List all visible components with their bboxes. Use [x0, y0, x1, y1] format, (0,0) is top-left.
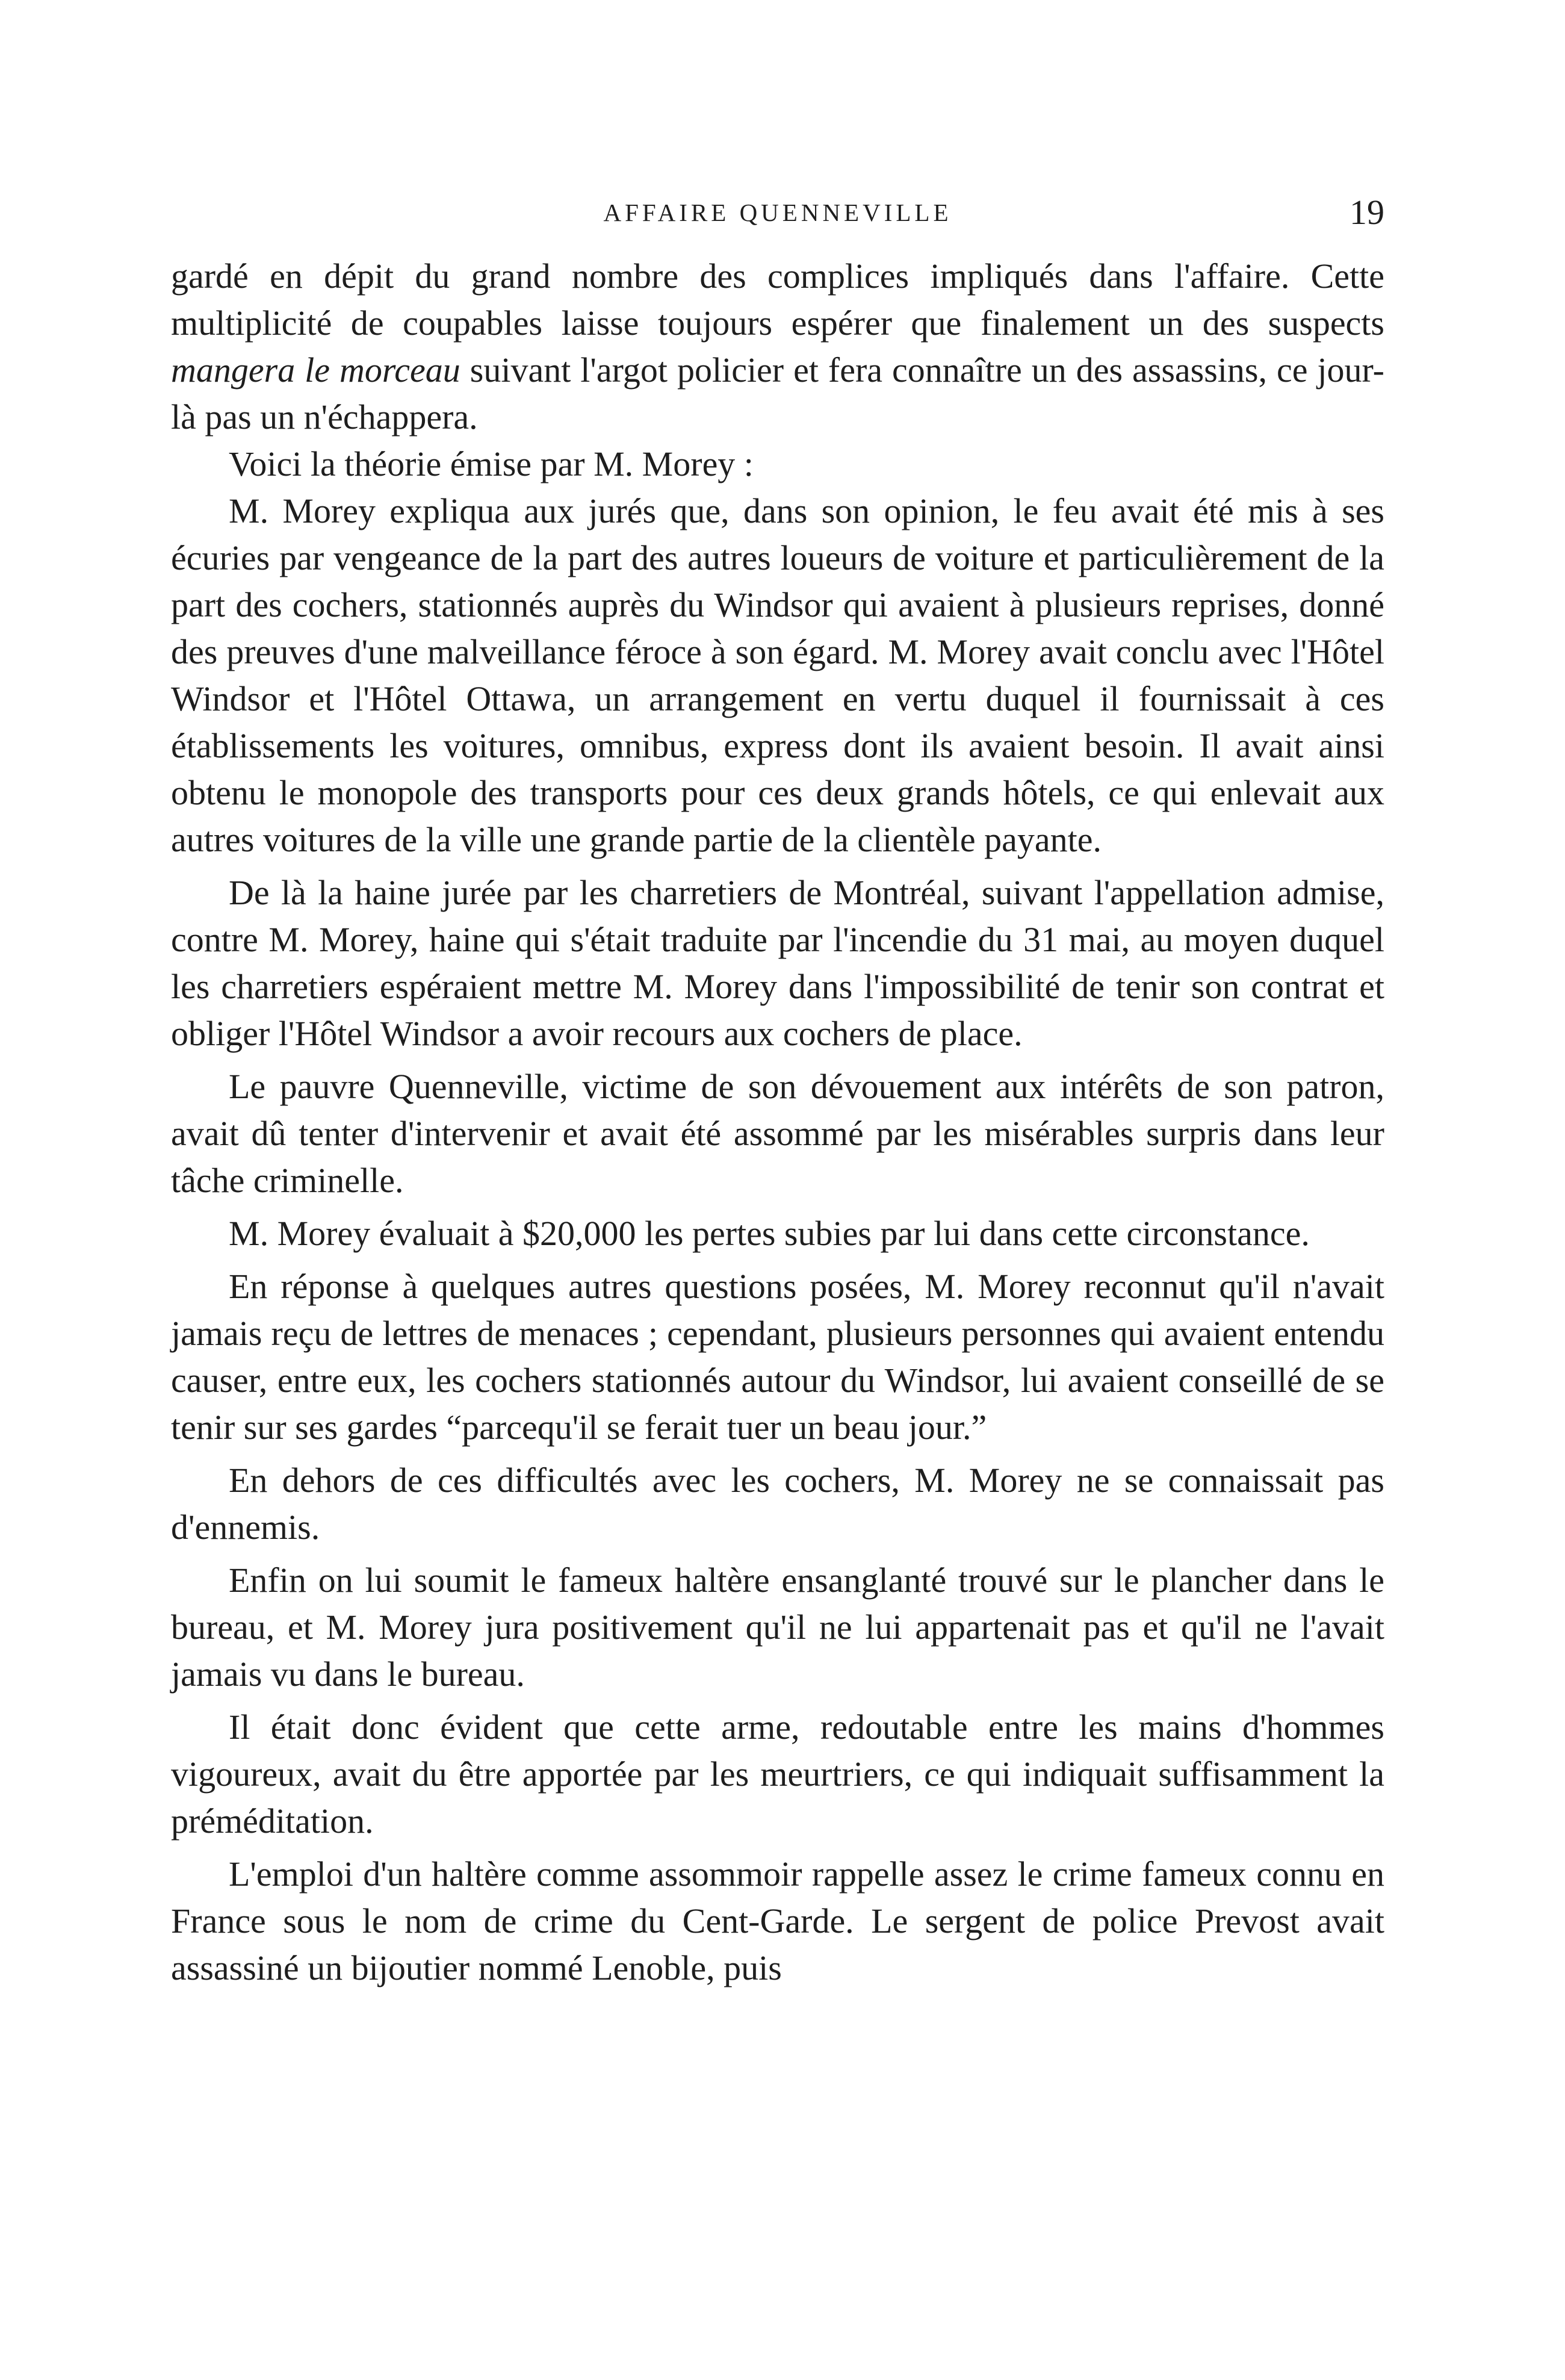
paragraph: L'emploi d'un haltère comme assommoir rappelle assez le crime fameux connu en France sous le nom de crime du Cent-Garde. Le sergent de police Prevost avait assassiné un bijoutier nommé Lenoble, puis [171, 1854, 1384, 1987]
running-head: AFFAIRE QUENNEVILLE [603, 199, 952, 226]
italic-phrase: mangera le morceau [171, 350, 460, 390]
body-text [171, 253, 1384, 1992]
paragraph-continuation [171, 253, 1384, 441]
paragraph: Voici la théorie émise par M. Morey : [229, 444, 754, 483]
paragraph: De là la haine jurée par les charretiers de Montréal, suivant l'appellation admise, contre M. Morey, haine qui s'était traduite par l'incendie du 31 mai, au moyen duquel les charretiers espéraient mettre M. Morey dans l'impossibilité de tenir son contrat et obliger l'Hôtel Windsor a avoir recours aux cochers de place. [171, 873, 1384, 1053]
paragraph: Le pauvre Quenneville, victime de son dévouement aux intérêts de son patron, avait dû tenter d'intervenir et avait été assommé par les misérables surpris dans leur tâche criminelle. [171, 1067, 1384, 1200]
paragraph: En dehors de ces difficultés avec les cochers, M. Morey ne se connaissait pas d'ennemis. [171, 1461, 1384, 1547]
paragraph-text: gardé en dépit du grand nombre des complices impliqués dans l'affaire. Cette multiplicité de coupables laisse toujours espérer que finalement un des suspects [171, 256, 1384, 343]
page-number: 19 [1350, 193, 1384, 232]
paragraph: M. Morey expliqua aux jurés que, dans son opinion, le feu avait été mis à ses écuries par vengeance de la part des autres loueurs de voiture et particulièrement de la part des cochers, stationnés auprès du Windsor qui avaient à plusieurs reprises, donné des preuves d'une malveillance féroce à son égard. M. Morey avait conclu avec l'Hôtel Windsor et l'Hôtel Ottawa, un arrangement en vertu duquel il fournissait à ces établissements les voitures, omnibus, express dont ils avaient besoin. Il avait ainsi obtenu le monopole des transports pour ces deux grands hôtels, ce qui enlevait aux autres voitures de la ville une grande partie de la clientèle payante. [171, 491, 1384, 859]
paragraph-text: suivant l'argot policier et fera connaître un des assassins, ce jour-là pas un n'échappera. [171, 350, 1384, 437]
paragraph: En réponse à quelques autres questions posées, M. Morey reconnut qu'il n'avait jamais reçu de lettres de menaces ; cependant, plusieurs personnes qui avaient entendu causer, entre eux, les cochers stationnés autour du Windsor, lui avaient conseillé de se tenir sur ses gardes “parcequ'il se ferait tuer un beau jour.” [171, 1267, 1384, 1447]
paragraph: M. Morey évaluait à $20,000 les pertes subies par lui dans cette circonstance. [229, 1214, 1310, 1253]
page-header [171, 191, 1384, 234]
paragraph: Il était donc évident que cette arme, redoutable entre les mains d'hommes vigoureux, avait du être apportée par les meurtriers, ce qui indiquait suffisamment la préméditation. [171, 1707, 1384, 1841]
paragraph: Enfin on lui soumit le fameux haltère ensanglanté trouvé sur le plancher dans le bureau, et M. Morey jura positivement qu'il ne lui appartenait pas et qu'il ne l'avait jamais vu dans le bureau. [171, 1561, 1384, 1694]
